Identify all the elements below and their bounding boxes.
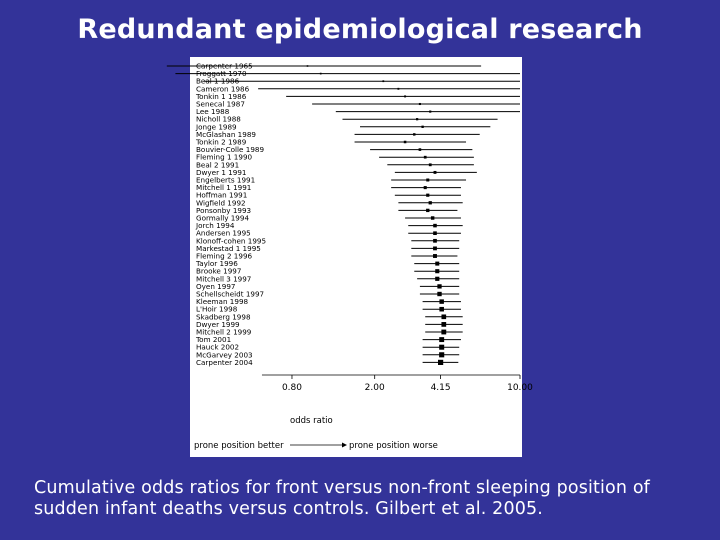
odds-ratio-marker — [413, 133, 415, 135]
odds-ratio-marker — [421, 126, 423, 128]
study-label: Skadberg 1998 — [196, 312, 251, 322]
odds-ratio-marker — [426, 209, 429, 212]
odds-ratio-marker — [439, 299, 443, 303]
study-label: Carpenter 1965 — [196, 61, 253, 71]
odds-ratio-marker — [382, 80, 384, 82]
study-label: Klonoff-cohen 1995 — [196, 236, 267, 246]
study-label: Gormally 1994 — [196, 213, 250, 223]
odds-ratio-marker — [431, 216, 434, 219]
study-label: Andersen 1995 — [196, 228, 251, 238]
odds-ratio-marker — [435, 262, 439, 266]
odds-ratio-marker — [433, 231, 437, 235]
study-label: Nicholl 1988 — [196, 114, 241, 124]
study-label: Dwyer 1999 — [196, 319, 240, 329]
x-tick-label: 0.80 — [281, 383, 302, 393]
study-label: Wigfield 1992 — [196, 198, 246, 208]
study-label: Kleeman 1998 — [196, 297, 249, 307]
study-label: Markestad 1 1995 — [196, 243, 261, 253]
forest-plot — [190, 57, 533, 457]
study-label: McGlashan 1989 — [196, 129, 256, 139]
odds-ratio-marker — [404, 141, 407, 144]
study-label: Lee 1988 — [196, 107, 230, 117]
study-label: Cameron 1986 — [196, 84, 250, 94]
study-label: Senecal 1987 — [196, 99, 245, 109]
study-label: Fleming 2 1996 — [196, 251, 253, 261]
study-label: Oyen 1997 — [196, 281, 236, 291]
odds-ratio-marker — [439, 345, 444, 350]
study-label: Schellscheidt 1997 — [196, 289, 265, 299]
odds-ratio-marker — [429, 163, 432, 166]
odds-ratio-marker — [439, 352, 444, 357]
study-label: Taylor 1996 — [196, 259, 238, 269]
study-label: Tonkin 2 1989 — [196, 137, 247, 147]
odds-ratio-marker — [429, 111, 431, 113]
study-label: Tom 2001 — [196, 335, 232, 345]
study-label: L'Hoir 1998 — [196, 304, 238, 314]
direction-label-left: prone position better — [194, 441, 284, 451]
study-label: Tonkin 1 1986 — [196, 91, 247, 101]
study-label: Hauck 2002 — [196, 342, 240, 352]
odds-ratio-marker — [438, 360, 443, 365]
odds-ratio-marker — [433, 246, 437, 250]
study-label: Jonge 1989 — [196, 122, 237, 132]
study-label: Carpenter 2004 — [196, 357, 253, 367]
odds-ratio-marker — [441, 330, 446, 335]
study-label: Dwyer 1 1991 — [196, 167, 247, 177]
study-label: Bouvier-Colle 1989 — [196, 145, 265, 155]
odds-ratio-marker — [429, 201, 432, 204]
odds-ratio-marker — [439, 337, 444, 342]
odds-ratio-marker — [439, 307, 444, 312]
study-label: Froggatt 1970 — [196, 69, 247, 79]
study-label: Fleming 1 1990 — [196, 152, 253, 162]
study-label: Mitchell 1 1991 — [196, 183, 252, 193]
odds-ratio-marker — [419, 148, 422, 151]
study-label: Mitchell 3 1997 — [196, 274, 252, 284]
slide-caption: Cumulative odds ratios for front versus non-front sleeping position of sudden infant deaths versus controls. Gilbert et al. 2005. — [34, 478, 650, 519]
odds-ratio-marker — [416, 118, 418, 120]
odds-ratio-marker — [435, 269, 439, 273]
study-label: Engelberts 1991 — [196, 175, 256, 185]
odds-ratio-marker — [320, 73, 322, 75]
direction-label-right: prone position worse — [349, 441, 438, 451]
odds-ratio-marker — [397, 88, 399, 90]
forest-plot-panel — [190, 57, 533, 457]
odds-ratio-marker — [426, 179, 429, 182]
study-label: Beal 1 1986 — [196, 76, 240, 86]
study-label: Hoffman 1991 — [196, 190, 248, 200]
study-label: Brooke 1997 — [196, 266, 242, 276]
study-label: Beal 2 1991 — [196, 160, 240, 170]
odds-ratio-marker — [435, 277, 439, 281]
odds-ratio-marker — [426, 194, 429, 197]
odds-ratio-marker — [404, 95, 406, 97]
x-axis-title: odds ratio — [290, 416, 333, 426]
study-label: Mitchell 2 1999 — [196, 327, 252, 337]
odds-ratio-marker — [433, 239, 437, 243]
study-label: McGarvey 2003 — [196, 350, 253, 360]
x-tick-label: 4.15 — [430, 383, 451, 393]
odds-ratio-marker — [419, 103, 421, 105]
odds-ratio-marker — [434, 171, 437, 174]
slide-title: Redundant epidemiological research — [77, 14, 643, 45]
odds-ratio-marker — [441, 322, 446, 327]
odds-ratio-marker — [433, 254, 437, 258]
odds-ratio-marker — [424, 156, 427, 159]
odds-ratio-marker — [307, 65, 309, 67]
odds-ratio-marker — [433, 224, 437, 228]
x-tick-label: 2.00 — [364, 383, 385, 393]
odds-ratio-marker — [437, 292, 441, 296]
odds-ratio-marker — [437, 284, 441, 288]
direction-arrow-head — [342, 443, 347, 448]
x-tick-label: 10.00 — [507, 383, 533, 393]
study-label: Ponsonby 1993 — [196, 205, 252, 215]
study-label: Jorch 1994 — [196, 221, 235, 231]
odds-ratio-marker — [424, 186, 427, 189]
odds-ratio-marker — [441, 314, 446, 319]
